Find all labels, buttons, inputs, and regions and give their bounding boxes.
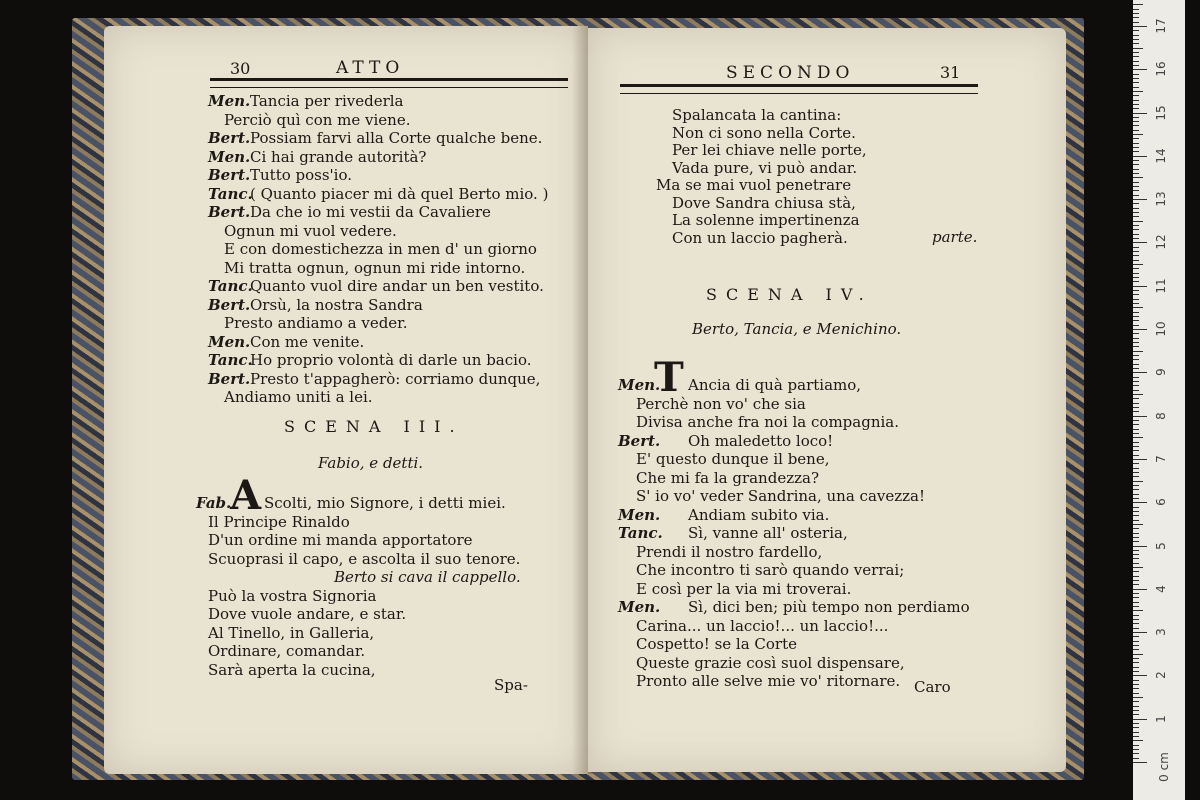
ruler-tick xyxy=(1133,61,1139,62)
ruler-tick xyxy=(1133,662,1139,663)
ruler-tick xyxy=(1133,706,1139,707)
ruler-tick xyxy=(1133,221,1143,222)
ruler-tick xyxy=(1133,546,1147,547)
ruler-tick xyxy=(1133,333,1139,334)
ruler-tick xyxy=(1133,299,1139,300)
ruler-tick xyxy=(1133,433,1139,434)
verse-line: Sì, vanne all' osteria, xyxy=(688,524,848,542)
ruler-number: 16 xyxy=(1154,61,1168,77)
right-page xyxy=(588,28,1066,772)
verse-line: Che mi fa la grandezza? xyxy=(636,468,819,487)
ruler-tick xyxy=(1133,138,1139,139)
ruler-tick xyxy=(1133,255,1139,256)
ruler-tick xyxy=(1133,91,1143,92)
ruler-number: 13 xyxy=(1154,191,1168,207)
ruler-tick xyxy=(1133,268,1139,269)
ruler-unit-label: 0 cm xyxy=(1157,752,1171,782)
scene-characters: Berto, Tancia, e Menichino. xyxy=(692,320,902,338)
verse-line: Ma se mai vuol penetrare xyxy=(656,176,852,194)
ruler-tick xyxy=(1133,489,1139,490)
ruler-tick xyxy=(1133,307,1143,308)
ruler-number: 2 xyxy=(1154,671,1168,680)
verse-line: Divisa anche fra noi la compagnia. xyxy=(636,413,899,431)
ruler-tick xyxy=(1133,160,1139,161)
ruler-tick xyxy=(1133,208,1139,209)
ruler-tick xyxy=(1133,697,1143,698)
verse-line: Presto t'appagherò: corriamo dunque, xyxy=(250,369,541,388)
verse-line: Carina... un laccio!... un laccio!... xyxy=(636,616,889,635)
verse-line: Non ci sono nella Corte. xyxy=(672,123,856,142)
ruler-tick xyxy=(1133,69,1147,70)
exit-note: parte. xyxy=(932,228,978,246)
ruler-tick xyxy=(1133,238,1139,239)
speaker-label: Men. xyxy=(618,505,661,524)
ruler-tick xyxy=(1133,242,1147,243)
verse-line: Queste grazie così suol dispensare, xyxy=(636,653,905,672)
ruler-tick xyxy=(1133,437,1143,438)
ruler-tick xyxy=(1133,377,1139,378)
ruler-tick xyxy=(1133,273,1139,274)
ruler-tick xyxy=(1133,558,1139,559)
page-number-left: 30 xyxy=(230,59,251,78)
ruler-tick xyxy=(1133,671,1139,672)
ruler-tick xyxy=(1133,43,1139,44)
ruler-tick xyxy=(1133,740,1143,741)
ruler-tick xyxy=(1133,294,1139,295)
ruler-tick xyxy=(1133,693,1139,694)
ruler-tick xyxy=(1133,736,1139,737)
ruler-tick xyxy=(1133,303,1139,304)
ruler-tick xyxy=(1133,628,1139,629)
ruler-tick xyxy=(1133,121,1139,122)
ruler-tick xyxy=(1133,602,1139,603)
verse-line: Il Principe Rinaldo xyxy=(208,512,350,531)
verse-line: La solenne impertinenza xyxy=(672,211,860,229)
speaker-label: Men. xyxy=(208,147,251,166)
ruler-tick xyxy=(1133,338,1139,339)
ruler-tick xyxy=(1133,13,1139,14)
page-number-right: 31 xyxy=(940,63,961,82)
ruler-number: 3 xyxy=(1154,628,1168,636)
ruler-number: 8 xyxy=(1154,411,1168,420)
catchword: Spa- xyxy=(494,676,528,694)
verse-line: Andiam subito via. xyxy=(688,505,830,524)
ruler-tick xyxy=(1133,173,1139,174)
scene-title: SCENA IV. xyxy=(706,285,873,304)
ruler-tick xyxy=(1133,416,1147,417)
ruler-tick xyxy=(1133,212,1139,213)
verse-line: E' questo dunque il bene, xyxy=(636,450,830,468)
ruler-number: 1 xyxy=(1154,714,1168,723)
verse-line: Scolti, mio Signore, i detti miei. xyxy=(264,494,506,512)
ruler-tick xyxy=(1133,286,1147,287)
ruler-tick xyxy=(1133,714,1139,715)
ruler-tick xyxy=(1133,9,1139,10)
verse-line: Oh maledetto loco! xyxy=(688,431,834,450)
ruler-tick xyxy=(1133,524,1143,525)
ruler-tick xyxy=(1133,316,1139,317)
ruler-tick xyxy=(1133,264,1143,265)
ruler-tick xyxy=(1133,658,1139,659)
ruler-tick xyxy=(1133,359,1139,360)
ruler-tick xyxy=(1133,30,1139,31)
verse-line: Ordinare, comandar. xyxy=(208,642,366,660)
ruler-tick xyxy=(1133,390,1139,391)
ruler-tick xyxy=(1133,481,1143,482)
verse-line: Mi tratta ognun, ognun mi ride intorno. xyxy=(224,258,526,277)
ruler-tick xyxy=(1133,65,1139,66)
verse-line: Perciò quì con me viene. xyxy=(224,110,411,129)
ruler-tick xyxy=(1133,355,1139,356)
ruler-tick xyxy=(1133,134,1143,135)
ruler-tick xyxy=(1133,632,1147,633)
speaker-label: Tanc. xyxy=(208,277,253,295)
ruler-tick xyxy=(1133,749,1139,750)
ruler-tick xyxy=(1133,4,1143,5)
ruler-tick xyxy=(1133,667,1139,668)
ruler-tick xyxy=(1133,113,1147,114)
ruler-tick xyxy=(1133,108,1139,109)
verse-line: Pronto alle selve mie vo' ritornare. xyxy=(636,672,901,690)
ruler-tick xyxy=(1133,515,1139,516)
ruler-tick xyxy=(1133,429,1139,430)
ruler-tick xyxy=(1133,589,1147,590)
verse-line: Per lei chiave nelle porte, xyxy=(672,141,867,159)
ruler-number: 7 xyxy=(1154,455,1168,463)
speaker-label: Tanc. xyxy=(208,184,253,203)
ruler-tick xyxy=(1133,520,1139,521)
verse-line: Orsù, la nostra Sandra xyxy=(250,295,423,314)
ruler-tick xyxy=(1133,719,1147,720)
catchword: Caro xyxy=(914,678,951,696)
ruler-tick xyxy=(1133,225,1139,226)
verse-line: Sarà aperta la cucina, xyxy=(208,660,376,679)
ruler-tick xyxy=(1133,597,1139,598)
verse-line: Dove vuole andare, e star. xyxy=(208,605,407,623)
ruler-tick xyxy=(1133,485,1139,486)
verse-line: Tutto poss'io. xyxy=(250,166,353,184)
speaker-label: Bert. xyxy=(208,369,251,388)
verse-line: Ci hai grande autorità? xyxy=(250,147,427,166)
ruler-tick xyxy=(1133,472,1139,473)
ruler-tick xyxy=(1133,277,1139,278)
verse-line: Con un laccio pagherà. xyxy=(672,228,848,247)
ruler-tick xyxy=(1133,52,1139,53)
ruler-tick xyxy=(1133,182,1139,183)
ruler-tick xyxy=(1133,381,1139,382)
ruler-tick xyxy=(1133,372,1147,373)
speaker-label: Tanc. xyxy=(618,524,663,542)
ruler-tick xyxy=(1133,156,1147,157)
ruler-tick xyxy=(1133,403,1139,404)
ruler-tick xyxy=(1133,364,1139,365)
ruler-tick xyxy=(1133,758,1139,759)
ruler-tick xyxy=(1133,623,1139,624)
verse-line: Dove Sandra chiusa stà, xyxy=(672,193,856,212)
verse-line: Sì, dici ben; più tempo non perdiamo xyxy=(688,598,970,616)
ruler-tick xyxy=(1133,117,1139,118)
ruler-tick xyxy=(1133,580,1139,581)
ruler-tick xyxy=(1133,550,1139,551)
ruler-tick xyxy=(1133,762,1147,763)
ruler-tick xyxy=(1133,455,1139,456)
ruler-tick xyxy=(1133,342,1139,343)
ruler-tick xyxy=(1133,260,1139,261)
verse-line: Andiamo uniti a lei. xyxy=(224,388,373,406)
speaker-label: Bert. xyxy=(208,166,251,184)
ruler-tick xyxy=(1133,186,1139,187)
verse-line: S' io vo' veder Sandrina, una cavezza! xyxy=(636,487,926,505)
ruler-tick xyxy=(1133,130,1139,131)
ruler-number: 4 xyxy=(1154,584,1168,593)
ruler-tick xyxy=(1133,329,1147,330)
ruler-tick xyxy=(1133,247,1139,248)
ruler-tick xyxy=(1133,312,1139,313)
ruler-tick xyxy=(1133,325,1139,326)
ruler-tick xyxy=(1133,511,1139,512)
ruler-tick xyxy=(1133,346,1139,347)
ruler-tick xyxy=(1133,502,1147,503)
verse-line: Che incontro ti sarò quando verrai; xyxy=(636,561,905,579)
ruler-tick xyxy=(1133,290,1139,291)
ruler-tick xyxy=(1133,615,1139,616)
ruler-tick xyxy=(1133,195,1139,196)
ruler-tick xyxy=(1133,554,1139,555)
ruler-tick xyxy=(1133,684,1139,685)
ruler-tick xyxy=(1133,571,1139,572)
ruler-number: 9 xyxy=(1154,368,1168,377)
ruler-tick xyxy=(1133,537,1139,538)
ruler-tick xyxy=(1133,494,1139,495)
ruler-tick xyxy=(1133,450,1139,451)
verse-line: Ognun mi vuol vedere. xyxy=(224,221,397,240)
ruler-tick xyxy=(1133,26,1147,27)
verse-line: Vada pure, vi può andar. xyxy=(672,158,858,177)
ruler-tick xyxy=(1133,507,1139,508)
ruler-tick xyxy=(1133,216,1139,217)
verse-line: Da che io mi vestii da Cavaliere xyxy=(250,203,491,221)
ruler-tick xyxy=(1133,528,1139,529)
speaker-label: Tanc. xyxy=(208,351,253,369)
verse-line: E con domestichezza in men d' un giorno xyxy=(224,240,537,258)
ruler-number: 15 xyxy=(1154,104,1168,121)
verse-line: D'un ordine mi manda apportatore xyxy=(208,531,473,549)
ruler-tick xyxy=(1133,411,1139,412)
speaker-label: Men. xyxy=(618,376,661,394)
ruler-tick xyxy=(1133,22,1139,23)
verse-line: Ho proprio volontà di darle un bacio. xyxy=(250,351,532,369)
ruler-tick xyxy=(1133,190,1139,191)
ruler-tick xyxy=(1133,606,1139,607)
ruler-tick xyxy=(1133,710,1139,711)
ruler-tick xyxy=(1133,563,1139,564)
drop-cap: T xyxy=(654,354,684,401)
ruler-tick xyxy=(1133,281,1139,282)
verse-line: Quanto vuol dire andar un ben vestito. xyxy=(250,277,544,295)
ruler-tick xyxy=(1133,680,1139,681)
ruler-number: 6 xyxy=(1154,498,1168,507)
ruler-tick xyxy=(1133,619,1139,620)
ruler-tick xyxy=(1133,745,1139,746)
ruler-tick xyxy=(1133,636,1139,637)
verse-line: Cospetto! se la Corte xyxy=(636,635,798,653)
ruler-tick xyxy=(1133,541,1139,542)
measuring-ruler xyxy=(1133,0,1185,800)
ruler-tick xyxy=(1133,351,1143,352)
ruler-tick xyxy=(1133,732,1139,733)
verse-line: E così per la via mi troverai. xyxy=(636,579,852,598)
ruler-tick xyxy=(1133,234,1139,235)
ruler-tick xyxy=(1133,82,1139,83)
ruler-tick xyxy=(1133,320,1139,321)
ruler-tick xyxy=(1133,420,1139,421)
ruler-tick xyxy=(1133,459,1147,460)
running-head-left: ATTO xyxy=(336,58,405,78)
ruler-tick xyxy=(1133,645,1139,646)
ruler-tick xyxy=(1133,688,1139,689)
ruler-tick xyxy=(1133,143,1139,144)
ruler-number: 5 xyxy=(1154,541,1168,550)
speaker-label: Bert. xyxy=(208,295,251,314)
ruler-number: 10 xyxy=(1154,321,1168,337)
ruler-tick xyxy=(1133,701,1139,702)
ruler-tick xyxy=(1133,424,1139,425)
verse-line: Prendi il nostro fardello, xyxy=(636,542,823,561)
ruler-tick xyxy=(1133,567,1143,568)
ruler-tick xyxy=(1133,17,1139,18)
ruler-tick xyxy=(1133,199,1147,200)
ruler-tick xyxy=(1133,56,1139,57)
verse-line: Con me venite. xyxy=(250,332,365,351)
ruler-tick xyxy=(1133,753,1139,754)
scene-title: SCENA III. xyxy=(284,417,464,436)
speaker-label: Men. xyxy=(618,598,661,616)
verse-line: Presto andiamo a veder. xyxy=(224,314,408,332)
ruler-number: 11 xyxy=(1154,278,1168,294)
verse-line: ( Quanto piacer mi dà quel Berto mio. ) xyxy=(250,184,549,203)
speaker-label: Men. xyxy=(208,332,251,351)
ruler-tick xyxy=(1133,442,1139,443)
ruler-tick xyxy=(1133,147,1139,148)
ruler-tick xyxy=(1133,654,1143,655)
ruler-tick xyxy=(1133,446,1139,447)
left-page xyxy=(104,26,588,774)
ruler-tick xyxy=(1133,723,1139,724)
verse-line: Spalancata la cantina: xyxy=(672,106,842,124)
ruler-tick xyxy=(1133,125,1139,126)
verse-line: Ancia di quà partiamo, xyxy=(688,376,862,394)
ruler-tick xyxy=(1133,398,1139,399)
ruler-tick xyxy=(1133,203,1139,204)
ruler-tick xyxy=(1133,251,1139,252)
ruler-tick xyxy=(1133,78,1139,79)
scene-characters: Fabio, e detti. xyxy=(318,454,424,472)
ruler-tick xyxy=(1133,610,1143,611)
ruler-tick xyxy=(1133,368,1139,369)
ruler-tick xyxy=(1133,39,1139,40)
ruler-tick xyxy=(1133,584,1139,585)
speaker-label: Bert. xyxy=(208,129,251,147)
ruler-tick xyxy=(1133,87,1139,88)
speaker-label: Men. xyxy=(208,92,251,110)
ruler-tick xyxy=(1133,476,1139,477)
ruler-tick xyxy=(1133,74,1139,75)
speaker-label: Fab. xyxy=(196,494,232,512)
ruler-tick xyxy=(1133,164,1139,165)
running-head-right: SECONDO xyxy=(726,63,855,83)
speaker-label: Bert. xyxy=(208,203,251,221)
verse-line: Perchè non vo' che sia xyxy=(636,394,806,413)
speaker-label: Bert. xyxy=(618,431,661,450)
ruler-tick xyxy=(1133,407,1139,408)
ruler-tick xyxy=(1133,95,1139,96)
header-rule xyxy=(210,78,568,88)
stage-direction: Berto si cava il cappello. xyxy=(334,568,521,586)
drop-cap: A xyxy=(230,472,262,519)
ruler-tick xyxy=(1133,169,1139,170)
ruler-tick xyxy=(1133,100,1139,101)
ruler-tick xyxy=(1133,649,1139,650)
ruler-tick xyxy=(1133,394,1143,395)
ruler-tick xyxy=(1133,463,1139,464)
verse-line: Al Tinello, in Galleria, xyxy=(208,623,375,642)
ruler-tick xyxy=(1133,675,1147,676)
ruler-tick xyxy=(1133,48,1143,49)
ruler-number: 14 xyxy=(1154,148,1168,164)
ruler-tick xyxy=(1133,385,1139,386)
ruler-tick xyxy=(1133,104,1139,105)
header-rule xyxy=(620,84,978,94)
ruler-tick xyxy=(1133,576,1139,577)
verse-line: Può la vostra Signoria xyxy=(208,586,377,605)
ruler-tick xyxy=(1133,498,1139,499)
ruler-tick xyxy=(1133,468,1139,469)
ruler-tick xyxy=(1133,593,1139,594)
verse-line: Scuoprasi il capo, e ascolta il suo tenore. xyxy=(208,549,521,568)
verse-line: Tancia per rivederla xyxy=(250,92,404,110)
ruler-tick xyxy=(1133,177,1143,178)
ruler-tick xyxy=(1133,151,1139,152)
ruler-tick xyxy=(1133,641,1139,642)
ruler-number: 12 xyxy=(1154,234,1168,251)
ruler-tick xyxy=(1133,533,1139,534)
verse-line: Possiam farvi alla Corte qualche bene. xyxy=(250,129,543,147)
ruler-number: 17 xyxy=(1154,18,1168,34)
ruler-tick xyxy=(1133,727,1139,728)
ruler-tick xyxy=(1133,35,1139,36)
ruler-tick xyxy=(1133,229,1139,230)
